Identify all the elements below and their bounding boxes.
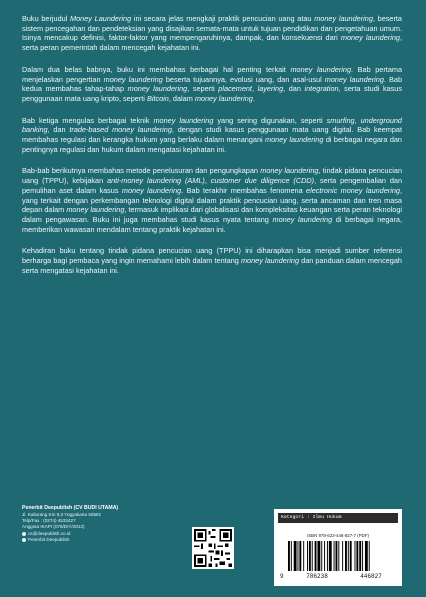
barcode-stripe — [327, 541, 328, 571]
italic-term: money laundering — [272, 214, 333, 224]
isbn-number: ISBN 978-623-446-827-7 (PDF) — [307, 533, 369, 538]
barcode-stripe — [307, 541, 308, 571]
barcode-stripe — [299, 541, 301, 571]
barcode-stripe — [369, 541, 370, 571]
italic-term: money laundering — [240, 256, 300, 266]
paragraph-4 — [22, 166, 402, 234]
text-run: , — [204, 176, 211, 186]
italic-term: electronic money laundering — [306, 185, 400, 195]
barcode-digit-group-1: 786238 — [306, 573, 328, 580]
barcode-stripe — [359, 541, 361, 571]
italic-term: customer due diligence (CDD) — [210, 176, 315, 186]
publisher-member: Anggota IKAPI (076/DIY/2012) — [22, 524, 85, 530]
italic-term: money laundering — [324, 74, 384, 84]
barcode-stripe — [312, 541, 313, 571]
publisher-address: Jl. Kaliurang Km 9,3 Yogyakarta 55581 — [22, 512, 102, 517]
barcode-stripe — [291, 541, 292, 571]
paragraph-2 — [22, 65, 402, 104]
text-run: Dalam dua belas babnya, buku ini membahas berbagai hal penting terkait — [22, 64, 291, 74]
italic-term: placement — [218, 84, 252, 94]
barcode-stripe — [348, 541, 349, 571]
text-run: , dengan studi kasus penggunaan mata uang digital. Bab keempat membahas regulasi dan kerangka hukum yang berlaku dalam menangani — [22, 125, 402, 145]
barcode-stripe — [303, 541, 304, 571]
cover-footer — [22, 497, 406, 587]
back-cover-text — [22, 14, 402, 287]
barcode-stripe — [321, 541, 322, 571]
barcode-stripe — [350, 541, 352, 571]
italic-term: smurfing — [326, 115, 355, 125]
italic-term: layering — [257, 84, 284, 94]
publisher-social-row — [22, 537, 182, 543]
barcode-stripe — [317, 541, 320, 571]
barcode-digit-group-2: 446827 — [360, 573, 382, 580]
barcode-stripe — [334, 541, 335, 571]
italic-term: money laundering — [66, 205, 125, 215]
text-run: yang sering digunakan, seperti — [213, 115, 327, 125]
text-run: , dan — [283, 84, 305, 94]
text-run: , — [251, 84, 258, 94]
text-run: , dalam — [168, 93, 195, 103]
barcode-stripe — [362, 541, 363, 571]
barcode-stripe — [336, 541, 338, 571]
isbn-barcode-panel — [274, 509, 402, 586]
text-run: . Bab kedua membahas tahap-tahap — [22, 74, 402, 94]
italic-term: money laundering — [194, 93, 253, 103]
italic-term: money laundering — [260, 166, 319, 176]
barcode-stripe — [342, 541, 343, 571]
text-run: Bab ketiga mengulas berbagai teknik — [22, 115, 154, 125]
barcode-stripe — [338, 541, 339, 571]
publisher-email: cs@deepublish.co.id — [28, 530, 71, 536]
barcode-stripe — [329, 541, 332, 571]
text-run: beserta tujuannya, evolusi uang, dan asal-usul — [162, 74, 325, 84]
italic-term: money laundering — [290, 64, 352, 74]
barcode-stripe — [294, 541, 297, 571]
paragraph-3 — [22, 116, 402, 155]
italic-term: Money Laundering — [70, 14, 132, 23]
italic-term: money laundering — [153, 115, 214, 125]
barcode — [288, 541, 392, 571]
text-run: di berbagai negara, memberikan wawasan mendalam tentang praktik kejahatan ini. — [22, 214, 402, 234]
text-run: , serta pengembalian dan pemulihan aset dalam kasus — [22, 176, 403, 195]
text-run: , yang terkait dengan perkembangan teknologi digital dalam praktik pencucian uang, serta ancaman dan tren masa depan dalam — [22, 185, 403, 215]
barcode-stripe — [324, 541, 325, 571]
text-run: Bab-bab berikutnya membahas metode penelusuran dan pengungkapan — [22, 166, 261, 176]
italic-term: underground banking — [22, 115, 402, 135]
italic-term: money laundering — [127, 84, 188, 94]
barcode-stripe — [288, 541, 290, 571]
text-run: . Bab pertama menjelaskan pengertian — [22, 64, 403, 84]
email-icon — [22, 532, 26, 536]
italic-term: money laundering — [265, 135, 324, 145]
paragraph-5 — [22, 246, 402, 275]
text-run: . — [252, 93, 255, 103]
text-run: , serta peran pemerintah dalam mencegah kejahatan ini. — [22, 33, 402, 53]
italic-term: money laundering — [103, 74, 163, 84]
qr-code — [192, 527, 234, 569]
publisher-phone: Telp/Fax : (0274) 4533427 — [22, 518, 76, 524]
italic-term: trade-based money laundering — [69, 125, 172, 135]
barcode-icon — [288, 541, 392, 571]
text-run: , termasuk implikasi dari globalisasi dan kompleksitas keuangan serta peran teknologi dalam pengawasan. Buku ini juga membahas studi kasus nyata tentang — [22, 205, 402, 224]
italic-term: money laundering — [340, 33, 400, 43]
text-run: dan panduan dalam mencegah serta mengatasi kejahatan ini. — [22, 256, 402, 275]
paragraph-1 — [22, 14, 402, 53]
italic-term: Bitcoin — [146, 93, 169, 103]
category-label: Kategori : Ilmu Hukum — [278, 513, 398, 523]
text-run: , seperti — [187, 84, 219, 94]
text-run: . Bab terakhir membahas fenomena — [181, 185, 307, 195]
text-run: di berbagai negara dan pentingnya regulasi dan hukum dalam mengatasi kejahatan ini. — [22, 135, 402, 154]
text-run: , serta studi kasus penggunaan mata uang kripto, seperti — [22, 84, 403, 103]
text-run: Kehadiran buku tentang tindak pidana pencucian uang (TPPU) ini diharapkan bisa menjadi sumber referensi berharga bagi pembaca yang ingin memahami lebih dalam tentang — [22, 246, 402, 266]
barcode-stripe — [309, 541, 311, 571]
text-run: Buku berjudul — [22, 14, 71, 23]
text-run: ini secara jelas mengkaji praktik pencucian uang atau — [131, 14, 315, 23]
text-run: , dan — [47, 125, 70, 135]
barcode-stripe — [356, 541, 358, 571]
barcode-stripe — [355, 541, 356, 571]
barcode-stripe — [365, 541, 368, 571]
italic-term: money laundering — [121, 185, 182, 195]
italic-term: anti-money laundering (AML) — [107, 176, 205, 186]
publisher-name: Penerbit Deepublish (CV BUDI UTAMA) — [22, 505, 119, 511]
publisher-info — [22, 505, 182, 543]
italic-term: integration — [304, 84, 339, 94]
social-icon — [22, 538, 26, 542]
publisher-social: Penerbit Deepublish — [28, 536, 70, 542]
italic-term: money laundering — [314, 14, 373, 23]
barcode-stripe — [345, 541, 347, 571]
barcode-digits — [280, 573, 398, 580]
barcode-digit-prefix: 9 — [280, 573, 284, 580]
qr-code-icon — [194, 529, 232, 567]
text-run: , beserta sistem pencegahan dan pendeteksian yang disajikan semata-mata untuk tujuan pendidikan dan pengetahuan umum. Isinya mencakup definisi, faktor-faktor yang mempengaruhinya, dampak, dan konsekuensi dari — [22, 14, 402, 43]
text-run: , tindak pidana pencucian uang (TPPU), kebijakan — [22, 166, 402, 186]
barcode-stripe — [298, 541, 299, 571]
text-run: , — [354, 115, 361, 125]
barcode-stripe — [315, 541, 317, 571]
